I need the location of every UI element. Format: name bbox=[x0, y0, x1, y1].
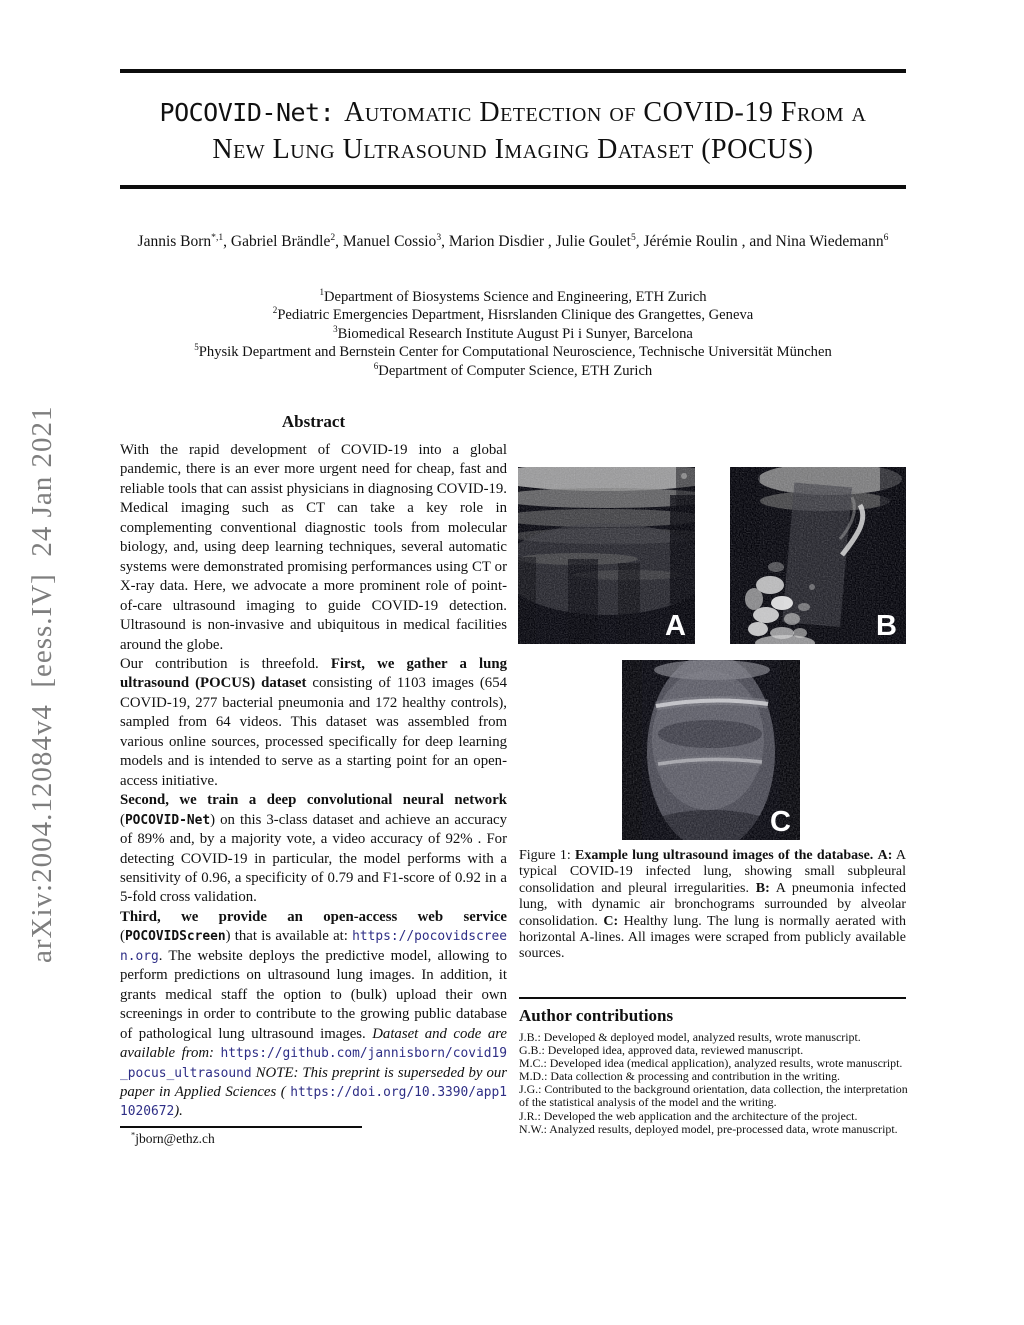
text-segment: Healthy lung. The lung is normally aerated with horizontal A-lines. All images were scraped from publicly available sources. bbox=[519, 913, 907, 962]
text-segment: NOTE: This preprint is superseded by our paper in Applied Sciences ( bbox=[120, 1064, 507, 1100]
text-segment: Third, we provide an open-access web service bbox=[120, 908, 507, 925]
panel-label-c: C bbox=[770, 806, 791, 838]
footnote-email bbox=[131, 1131, 431, 1147]
text-segment: B: bbox=[755, 880, 770, 896]
title-line-1 bbox=[100, 94, 926, 131]
text-segment: ( bbox=[120, 928, 125, 945]
text-segment: Example lung ultrasound images of the database. bbox=[575, 848, 874, 863]
text-segment: * bbox=[131, 1130, 136, 1140]
text-segment: 5 bbox=[630, 231, 636, 243]
title-caps-part: Automatic Detection of COVID-19 From a bbox=[344, 97, 867, 128]
panel-label-a: A bbox=[665, 610, 686, 642]
text-segment: Jannis Born bbox=[137, 233, 212, 250]
text-segment: , Gabriel Brändle bbox=[223, 233, 331, 250]
text-segment: 2 bbox=[330, 231, 336, 243]
text-segment: . The website deploys the predictive model, allowing to perform predictions on ultrasound lung images. In addition, it grants medical staff the option to (bulk) upload their own screenings in order to contribute to the growing public database of pathological lung ultrasound images. bbox=[120, 947, 507, 1042]
text-segment: A: bbox=[877, 848, 893, 863]
text-segment: POCOVIDScreen bbox=[124, 929, 226, 945]
text-segment: First, we gather a lung ultrasound (POCUS) dataset bbox=[120, 655, 507, 692]
text-segment: Our contribution is threefold. bbox=[120, 655, 331, 672]
text-segment: A typical COVID-19 infected lung, showing small subpleural consolidation and pleural irregularities. bbox=[519, 848, 906, 896]
author-list bbox=[120, 232, 906, 252]
contribution-item: J.R.: Developed the web application and the architecture of the project. bbox=[519, 1108, 858, 1123]
text-segment: Dataset and code are available from: bbox=[120, 1025, 507, 1062]
title-rule bbox=[120, 185, 906, 189]
abstract-paragraph bbox=[120, 655, 507, 791]
top-rule bbox=[120, 69, 906, 73]
abstract-section bbox=[120, 412, 507, 1122]
panel-label-b: B bbox=[876, 610, 897, 642]
contribution-item: J.G.: Contributed to the background orientation, data collection, the interpretation of the statistical analysis of the model and the writing. bbox=[519, 1082, 908, 1110]
text-segment: Figure 1: bbox=[519, 848, 575, 863]
link[interactable]: https://pocovidscreen.org bbox=[120, 929, 507, 964]
abstract-paragraph bbox=[120, 791, 507, 908]
link[interactable]: https://doi.org/10.3390/app11020672 bbox=[120, 1084, 507, 1120]
text-segment: 6 bbox=[883, 231, 889, 243]
text-segment: ) that is available at: bbox=[225, 928, 353, 945]
contributions-list bbox=[519, 1031, 911, 1136]
abstract-heading: Abstract bbox=[281, 412, 346, 431]
affiliation-line: $^2$Pediatric Emergencies Department, Hisrslanden Clinique des Grangettes, Geneva bbox=[272, 305, 754, 324]
title-mono-part: POCOVID-Net: bbox=[159, 98, 335, 127]
text-segment: POCOVID-Net bbox=[124, 812, 211, 828]
affiliation-line: $^1$Department of Biosystems Science and Engineering, ETH Zurich bbox=[319, 287, 707, 305]
text-segment: With the rapid development of COVID-19 into a global pandemic, there is an ever more urgent need for cheap, fast and reliable tools that can assist physicians in diagnosing COVID-19. Medical imaging such as CT can take a key role in complementing conventional diagnostic tools from molecular biology, and, using deep learning techniques, several automatic systems were demonstrated promising performances using CT or X-ray data. Here, we advocate a more prominent role of point-of-care ultrasound imaging to guide COVID-19 detection. Ultrasound is non-invasive and ubiquitous in medical facilities around the globe. bbox=[120, 442, 507, 653]
contributions-heading: Author contributions bbox=[519, 1006, 674, 1025]
contribution-item: J.B.: Developed & deployed model, analyzed results, wrote manuscript. bbox=[519, 1030, 861, 1044]
text-segment: , Manuel Cossio bbox=[335, 233, 437, 250]
ultrasound-image-a bbox=[518, 467, 695, 644]
text-segment: , Jérémie Roulin , and Nina Wiedemann bbox=[635, 233, 884, 250]
link[interactable]: https://github.com/jannisborn/covid19_pocus_ultrasound bbox=[120, 1046, 507, 1081]
contribution-item: N.W.: Analyzed results, deployed model, pre-processed data, wrote manuscript. bbox=[519, 1121, 898, 1136]
text-segment: Second, we train a deep convolutional neural network bbox=[120, 792, 507, 809]
text-segment: ) on this 3-class dataset and achieve an accuracy of 89% and, by a majority vote, a video accuracy of 92% . For detecting COVID-19 in particular, the model performs with a sensitivity of 0.96, a specificity of 0.79 and F1-score of 0.92 in a 5-fold cross validation. bbox=[120, 811, 507, 906]
text-segment: ). bbox=[174, 1103, 183, 1120]
ultrasound-image-b bbox=[730, 467, 906, 644]
contribution-item: M.D.: Data collection & processing and contribution in the writing. bbox=[519, 1069, 840, 1084]
ultrasound-image-c bbox=[622, 660, 800, 840]
text-segment: ( bbox=[120, 811, 125, 828]
text-segment: *,1 bbox=[211, 231, 224, 243]
text-segment: jborn@ethz.ch bbox=[135, 1131, 215, 1146]
text-segment: consisting of 1103 images (654 COVID-19, 277 bacterial pneumonia and 172 healthy controls), sampled from 64 videos. This dataset was assembled from various online sources, processed specifically for deep learning models and is intended to serve as a starting point for an open-access initiative. bbox=[120, 675, 507, 789]
arxiv-watermark: arXiv:2004.12084v4 [eess.IV] 24 Jan 2021 bbox=[26, 405, 58, 963]
affiliation-line: $^6$Department of Computer Science, ETH Zurich bbox=[373, 360, 653, 379]
contributions-rule bbox=[519, 997, 906, 999]
affiliation-line: $^5$Physik Department and Bernstein Center for Computational Neuroscience, Technische Universität München bbox=[194, 342, 832, 361]
contribution-item: G.B.: Developed idea, approved data, reviewed manuscript. bbox=[519, 1043, 804, 1058]
abstract-paragraph bbox=[120, 908, 507, 1122]
figure-caption bbox=[519, 848, 906, 963]
author-contributions-section bbox=[519, 1006, 911, 1136]
text-segment: C: bbox=[603, 913, 619, 929]
affiliations bbox=[100, 288, 926, 380]
title-line-2: New Lung Ultrasound Imaging Dataset (POCUS) bbox=[212, 134, 814, 165]
text-segment: A pneumonia infected lung, with dynamic air bronchograms surrounded by alveolar consolidation. bbox=[519, 880, 907, 929]
paper-title bbox=[100, 94, 926, 168]
abstract-paragraph bbox=[120, 441, 507, 655]
text-segment: 3 bbox=[436, 231, 442, 243]
affiliation-line: $^3$Biomedical Research Institute August Pi i Sunyer, Barcelona bbox=[333, 323, 693, 342]
text-segment: , Marion Disdier , Julie Goulet bbox=[441, 233, 631, 250]
contribution-item: M.C.: Developed idea (medical application), analyzed results, wrote manuscript. bbox=[519, 1056, 903, 1071]
footnote-rule bbox=[120, 1126, 362, 1128]
